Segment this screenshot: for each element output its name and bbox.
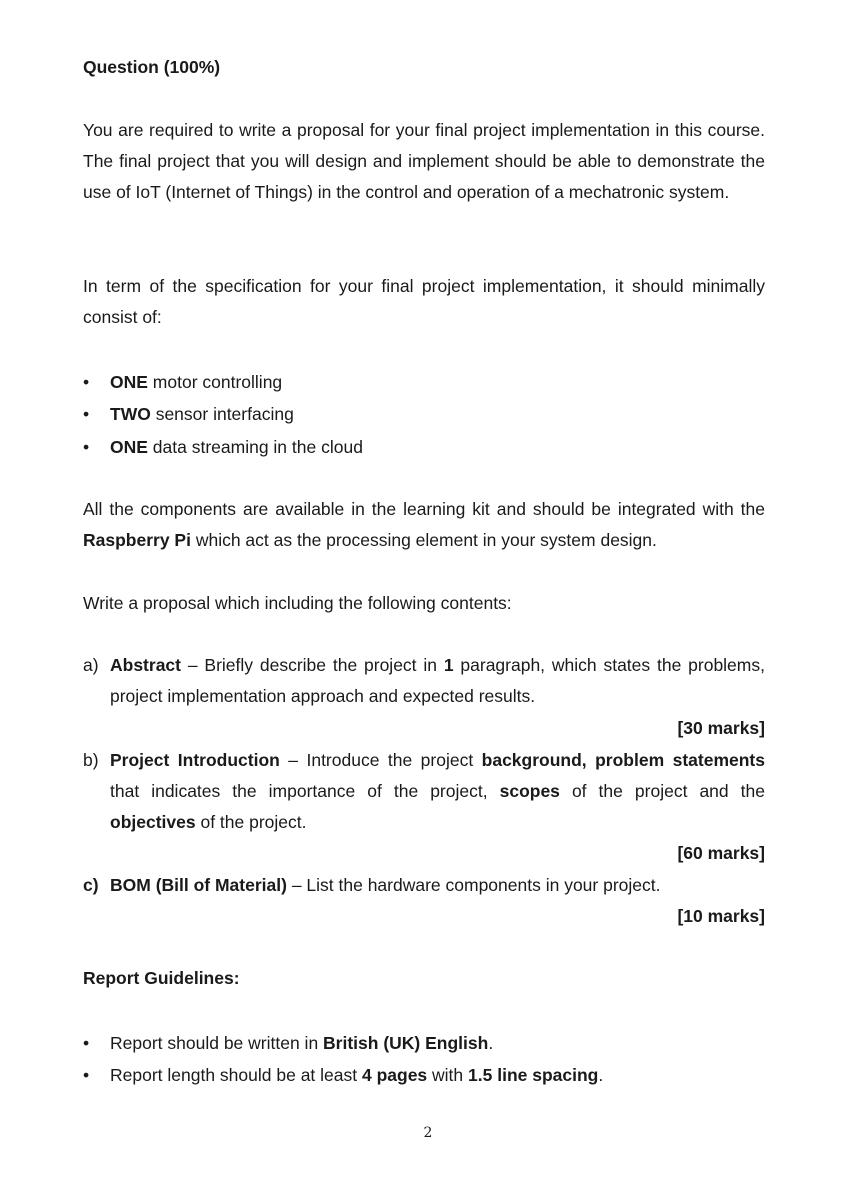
bullet-icon: •: [83, 1065, 90, 1085]
list-item: Report length should be at least 4 pages with 1.5 line spacing.: [110, 1065, 604, 1085]
bullet-icon: •: [83, 372, 90, 392]
bullet-icon: •: [83, 404, 90, 424]
list-item: ONE data streaming in the cloud: [110, 437, 363, 457]
page-number: 2: [423, 1125, 433, 1141]
question-heading: Question (100%): [83, 57, 221, 77]
proposal-intro: Write a proposal which including the following contents:: [83, 593, 512, 613]
item-c-label: c): [83, 875, 99, 895]
intro-paragraph: You are required to write a proposal for your final project implementation in this course. The final project that you will design and implement should be able to demonstrate the use of IoT (Internet of Things) in the control and operation of a mechatronic system.: [83, 120, 765, 202]
item-c-marks: [10 marks]: [677, 906, 765, 926]
list-item: Report should be written in British (UK) English.: [110, 1033, 494, 1053]
item-a-marks: [30 marks]: [677, 718, 765, 738]
item-b-text: Project Introduction – Introduce the project background, problem statements that indicates the importance of the project, scopes of the project and the objectives of the project.: [110, 750, 765, 832]
item-b-marks: [60 marks]: [677, 843, 765, 863]
item-a-label: a): [83, 655, 99, 675]
item-b-label: b): [83, 750, 99, 770]
list-item: TWO sensor interfacing: [110, 404, 294, 424]
item-a-text: Abstract – Briefly describe the project in 1 paragraph, which states the problems, project implementation approach and expected results.: [110, 655, 765, 706]
bullet-icon: •: [83, 1033, 90, 1053]
guidelines-heading: Report Guidelines:: [83, 968, 240, 988]
components-paragraph: All the components are available in the learning kit and should be integrated with the Raspberry Pi which act as the processing element in your system design.: [83, 499, 765, 550]
bullet-icon: •: [83, 437, 90, 457]
spec-paragraph: In term of the specification for your final project implementation, it should minimally consist of:: [83, 276, 765, 327]
list-item: ONE motor controlling: [110, 372, 283, 392]
item-c-text: BOM (Bill of Material) – List the hardware components in your project.: [110, 875, 661, 895]
